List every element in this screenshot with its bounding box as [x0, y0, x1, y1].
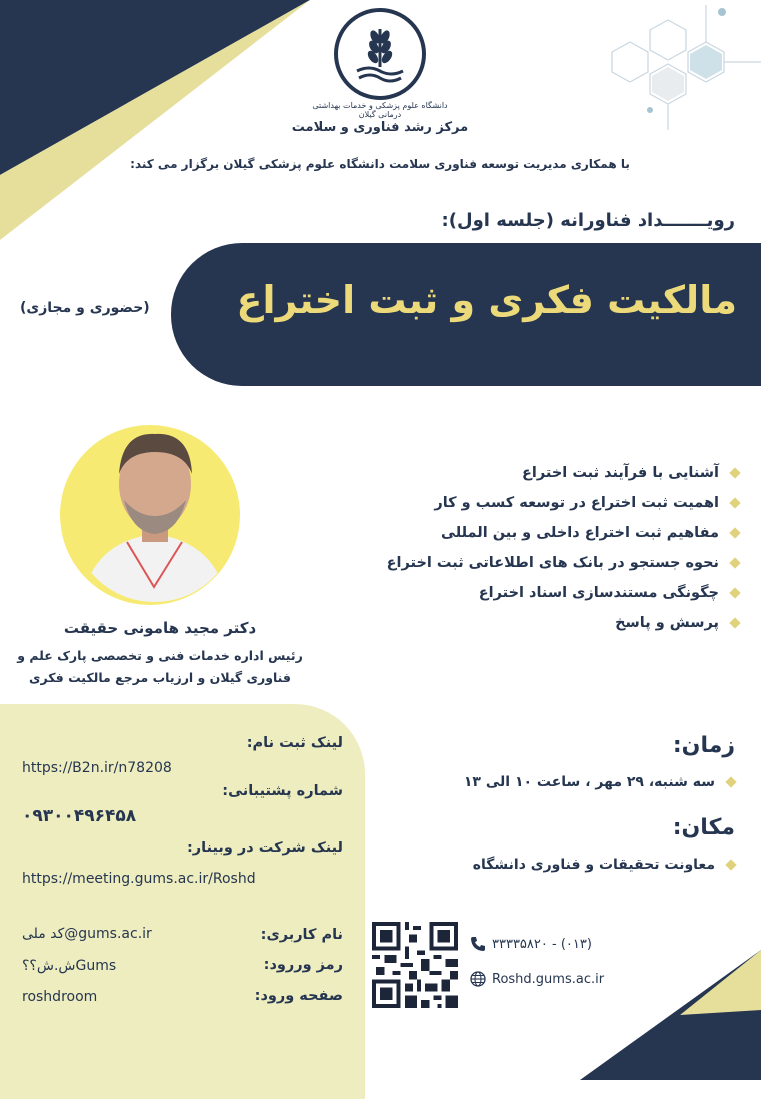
diamond-bullet-icon — [725, 859, 736, 870]
wheat-emblem-icon — [345, 19, 415, 89]
diamond-bullet-icon — [725, 776, 736, 787]
list-item — [339, 458, 739, 488]
list-item — [339, 578, 739, 608]
speaker-name: دکتر مجید هامونی حقیقت — [63, 619, 257, 637]
website-link[interactable]: Roshd.gums.ac.ir — [492, 971, 605, 987]
topic-text: پرسش و پاسخ — [615, 615, 719, 631]
diamond-bullet-icon — [729, 497, 740, 508]
topic-text: مفاهیم ثبت اختراع داخلی و بین المللی — [441, 525, 719, 541]
topic-text: آشنایی با فرآیند ثبت اختراع — [522, 465, 719, 481]
diamond-bullet-icon — [729, 587, 740, 598]
globe-icon — [470, 971, 486, 987]
speaker-role-line: رئیس اداره خدمات فنی و تخصصی پارک علم و — [17, 648, 303, 663]
speaker-role-line: فناوری گیلان و ارزیاب مرجع مالکیت فکری — [29, 670, 291, 685]
username-label: نام کاربری: — [260, 927, 343, 943]
topic-text: نحوه جستجو در بانک های اطلاعاتی ثبت اختراع — [386, 555, 719, 571]
username-value: کد ملی@gums.ac.ir — [22, 926, 152, 942]
room-label: صفحه ورود: — [254, 988, 343, 1004]
registration-link-label: لینک ثبت نام: — [246, 735, 343, 751]
phone-row — [470, 936, 592, 952]
decorative-hexagons — [590, 0, 761, 135]
phone-number[interactable]: (۰۱۳) - ۳۳۳۳۵۸۲۰ — [492, 936, 592, 952]
speaker-photo — [72, 412, 237, 602]
diamond-bullet-icon — [729, 467, 740, 478]
list-item — [339, 548, 739, 578]
room-value: roshdroom — [22, 989, 98, 1005]
list-item — [339, 488, 739, 518]
webinar-link[interactable]: https://meeting.gums.ac.ir/Roshd — [22, 871, 256, 887]
website-row — [470, 971, 604, 987]
diamond-bullet-icon — [729, 527, 740, 538]
support-number[interactable]: ۰۹۳۰۰۴۹۶۴۵۸ — [22, 806, 137, 826]
webinar-link-label: لینک شرکت در وبینار: — [186, 840, 343, 856]
event-heading: رویـــــــداد فناورانه (جلسه اول): — [441, 210, 735, 231]
list-item — [339, 608, 739, 638]
password-value: ش.ش؟؟Gums — [22, 958, 117, 974]
registration-link[interactable]: https://B2n.ir/n78208 — [22, 760, 172, 776]
event-title: مالکیت فکری و ثبت اختراع — [236, 278, 737, 322]
list-item — [339, 518, 739, 548]
time-heading: زمان: — [672, 733, 735, 758]
topic-list — [339, 458, 739, 638]
place-value: معاونت تحقیقات و فناوری دانشگاه — [472, 857, 715, 873]
qr-code[interactable] — [372, 922, 458, 1008]
center-name: مرکز رشد فناوری و سلامت — [291, 120, 469, 135]
topic-text: اهمیت ثبت اختراع در توسعه کسب و کار — [434, 495, 719, 511]
place-value-row — [473, 857, 735, 873]
time-value: سه شنبه، ۲۹ مهر ، ساعت ۱۰ الی ۱۳ — [463, 774, 715, 790]
diamond-bullet-icon — [729, 557, 740, 568]
password-label: رمز وررود: — [263, 957, 343, 973]
time-value-row — [464, 774, 735, 790]
speaker-role — [14, 645, 306, 689]
logo-caption: دانشگاه علوم پزشکی و خدمات بهداشتی درمانی گیلان — [312, 101, 448, 119]
event-mode: (حضوری و مجازی) — [20, 300, 150, 316]
university-logo — [334, 8, 426, 100]
diamond-bullet-icon — [729, 617, 740, 628]
cooperation-line: با همکاری مدیریت توسعه فناوری سلامت دانشگاه علوم پزشکی گیلان برگزار می کند: — [130, 157, 630, 171]
phone-icon — [470, 936, 486, 952]
place-heading: مکان: — [672, 815, 735, 840]
support-label: شماره پشتیبانی: — [222, 783, 343, 799]
topic-text: چگونگی مستندسازی اسناد اختراع — [478, 585, 719, 601]
decorative-corner-bottom-right — [560, 950, 761, 1080]
